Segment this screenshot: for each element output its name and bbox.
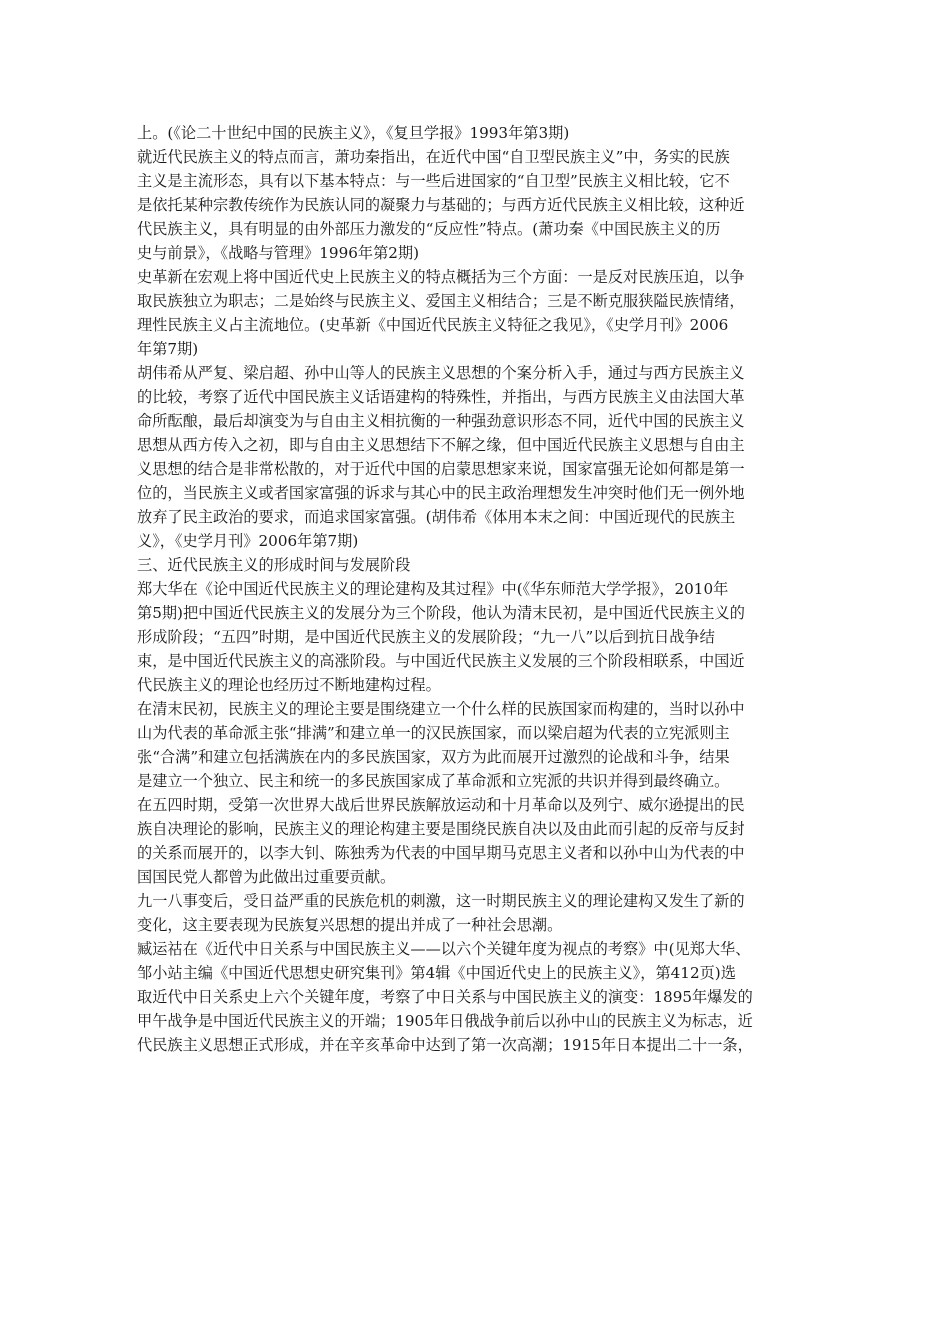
text-line: 甲午战争是中国近代民族主义的开端；1905年日俄战争前后以孙中山的民族主义为标志，近 [137, 1012, 753, 1030]
text-line: 义》，《史学月刊》2006年第7期) [137, 532, 359, 550]
text-line: 第5期)把中国近代民族主义的发展分为三个阶段，他认为清末民初，是中国近代民族主义的 [137, 604, 745, 622]
text-line: 就近代民族主义的特点而言，萧功秦指出，在近代中国“自卫型民族主义”中，务实的民族 [137, 148, 730, 166]
text-line: 在清末民初，民族主义的理论主要是围绕建立一个什么样的民族国家而构建的，当时以孙中 [137, 700, 745, 718]
text-line: 形成阶段；“五四”时期，是中国近代民族主义的发展阶段；“九一八”以后到抗日战争结 [137, 628, 715, 646]
text-line: 义思想的结合是非常松散的，对于近代中国的启蒙思想家来说，国家富强无论如何都是第一 [137, 460, 745, 478]
text-line: 九一八事变后，受日益严重的民族危机的刺激，这一时期民族主义的理论建构又发生了新的 [137, 892, 745, 910]
text-line: 史与前景》，《战略与管理》1996年第2期) [137, 244, 420, 262]
text-line: 臧运祜在《近代中日关系与中国民族主义——以六个关键年度为视点的考察》中(见郑大华、 [137, 940, 751, 958]
text-line: 取民族独立为职志；二是始终与民族主义、爱国主义相结合；三是不断克服狭隘民族情绪， [137, 292, 745, 310]
text-line: 束，是中国近代民族主义的高涨阶段。与中国近代民族主义发展的三个阶段相联系，中国近 [137, 652, 745, 670]
text-line: 史革新在宏观上将中国近代史上民族主义的特点概括为三个方面：一是反对民族压迫，以争 [137, 268, 745, 286]
text-line: 在五四时期，受第一次世界大战后世界民族解放运动和十月革命以及列宁、威尔逊提出的民 [137, 796, 745, 814]
text-line: 国国民党人都曾为此做出过重要贡献。 [137, 868, 396, 886]
text-line: 放弃了民主政治的要求，而追求国家富强。(胡伟希《体用本末之间：中国近现代的民族主 [137, 508, 736, 526]
text-line: 的关系而展开的，以李大钊、陈独秀为代表的中国早期马克思主义者和以孙中山为代表的中 [137, 844, 745, 862]
section-heading: 三、近代民族主义的形成时间与发展阶段 [137, 556, 411, 574]
text-line: 张“合满”和建立包括满族在内的多民族国家，双方为此而展开过激烈的论战和斗争，结果 [137, 748, 730, 766]
text-line: 的比较，考察了近代中国民族主义话语建构的特殊性，并指出，与西方民族主义由法国大革 [137, 388, 745, 406]
text-line: 山为代表的革命派主张“排满”和建立单一的汉民族国家，而以梁启超为代表的立宪派则主 [137, 724, 730, 742]
text-line: 郑大华在《论中国近代民族主义的理论建构及其过程》中(《华东师范大学学报》，2010年 [137, 580, 729, 598]
text-line: 代民族主义，具有明显的由外部压力激发的“反应性”特点。(萧功秦《中国民族主义的历 [137, 220, 721, 238]
text-line: 位的，当民族主义或者国家富强的诉求与其心中的民主政治理想发生冲突时他们无一例外地 [137, 484, 745, 502]
text-line: 上。(《论二十世纪中国的民族主义》，《复旦学报》1993年第3期) [137, 124, 570, 142]
text-line: 取近代中日关系史上六个关键年度，考察了中日关系与中国民族主义的演变：1895年爆发的 [137, 988, 753, 1006]
text-line: 变化，这主要表现为民族复兴思想的提出并成了一种社会思潮。 [137, 916, 563, 934]
text-line: 邹小站主编《中国近代思想史研究集刊》第4辑《中国近代史上的民族主义》，第412页)选 [137, 964, 736, 982]
text-line: 是建立一个独立、民主和统一的多民族国家成了革命派和立宪派的共识并得到最终确立。 [137, 772, 730, 790]
text-line: 代民族主义思想正式形成，并在辛亥革命中达到了第一次高潮；1915年日本提出二十一条， [137, 1036, 753, 1054]
text-line: 胡伟希从严复、梁启超、孙中山等人的民族主义思想的个案分析入手，通过与西方民族主义 [137, 364, 745, 382]
text-line: 是依托某种宗教传统作为民族认同的凝聚力与基础的；与西方近代民族主义相比较，这种近 [137, 196, 745, 214]
text-line: 理性民族主义占主流地位。(史革新《中国近代民族主义特征之我见》，《史学月刊》2006 [137, 316, 729, 334]
text-line: 命所酝酿，最后却演变为与自由主义相抗衡的一种强劲意识形态不同，近代中国的民族主义 [137, 412, 745, 430]
text-line: 年第7期) [137, 340, 199, 358]
document-body [137, 121, 815, 1057]
text-line: 族自决理论的影响，民族主义的理论构建主要是围绕民族自决以及由此而引起的反帝与反封 [137, 820, 745, 838]
text-line: 代民族主义的理论也经历过不断地建构过程。 [137, 676, 441, 694]
text-line: 思想从西方传入之初，即与自由主义思想结下不解之缘，但中国近代民族主义思想与自由主 [137, 436, 745, 454]
text-line: 主义是主流形态，具有以下基本特点：与一些后进国家的“自卫型”民族主义相比较，它不 [137, 172, 730, 190]
